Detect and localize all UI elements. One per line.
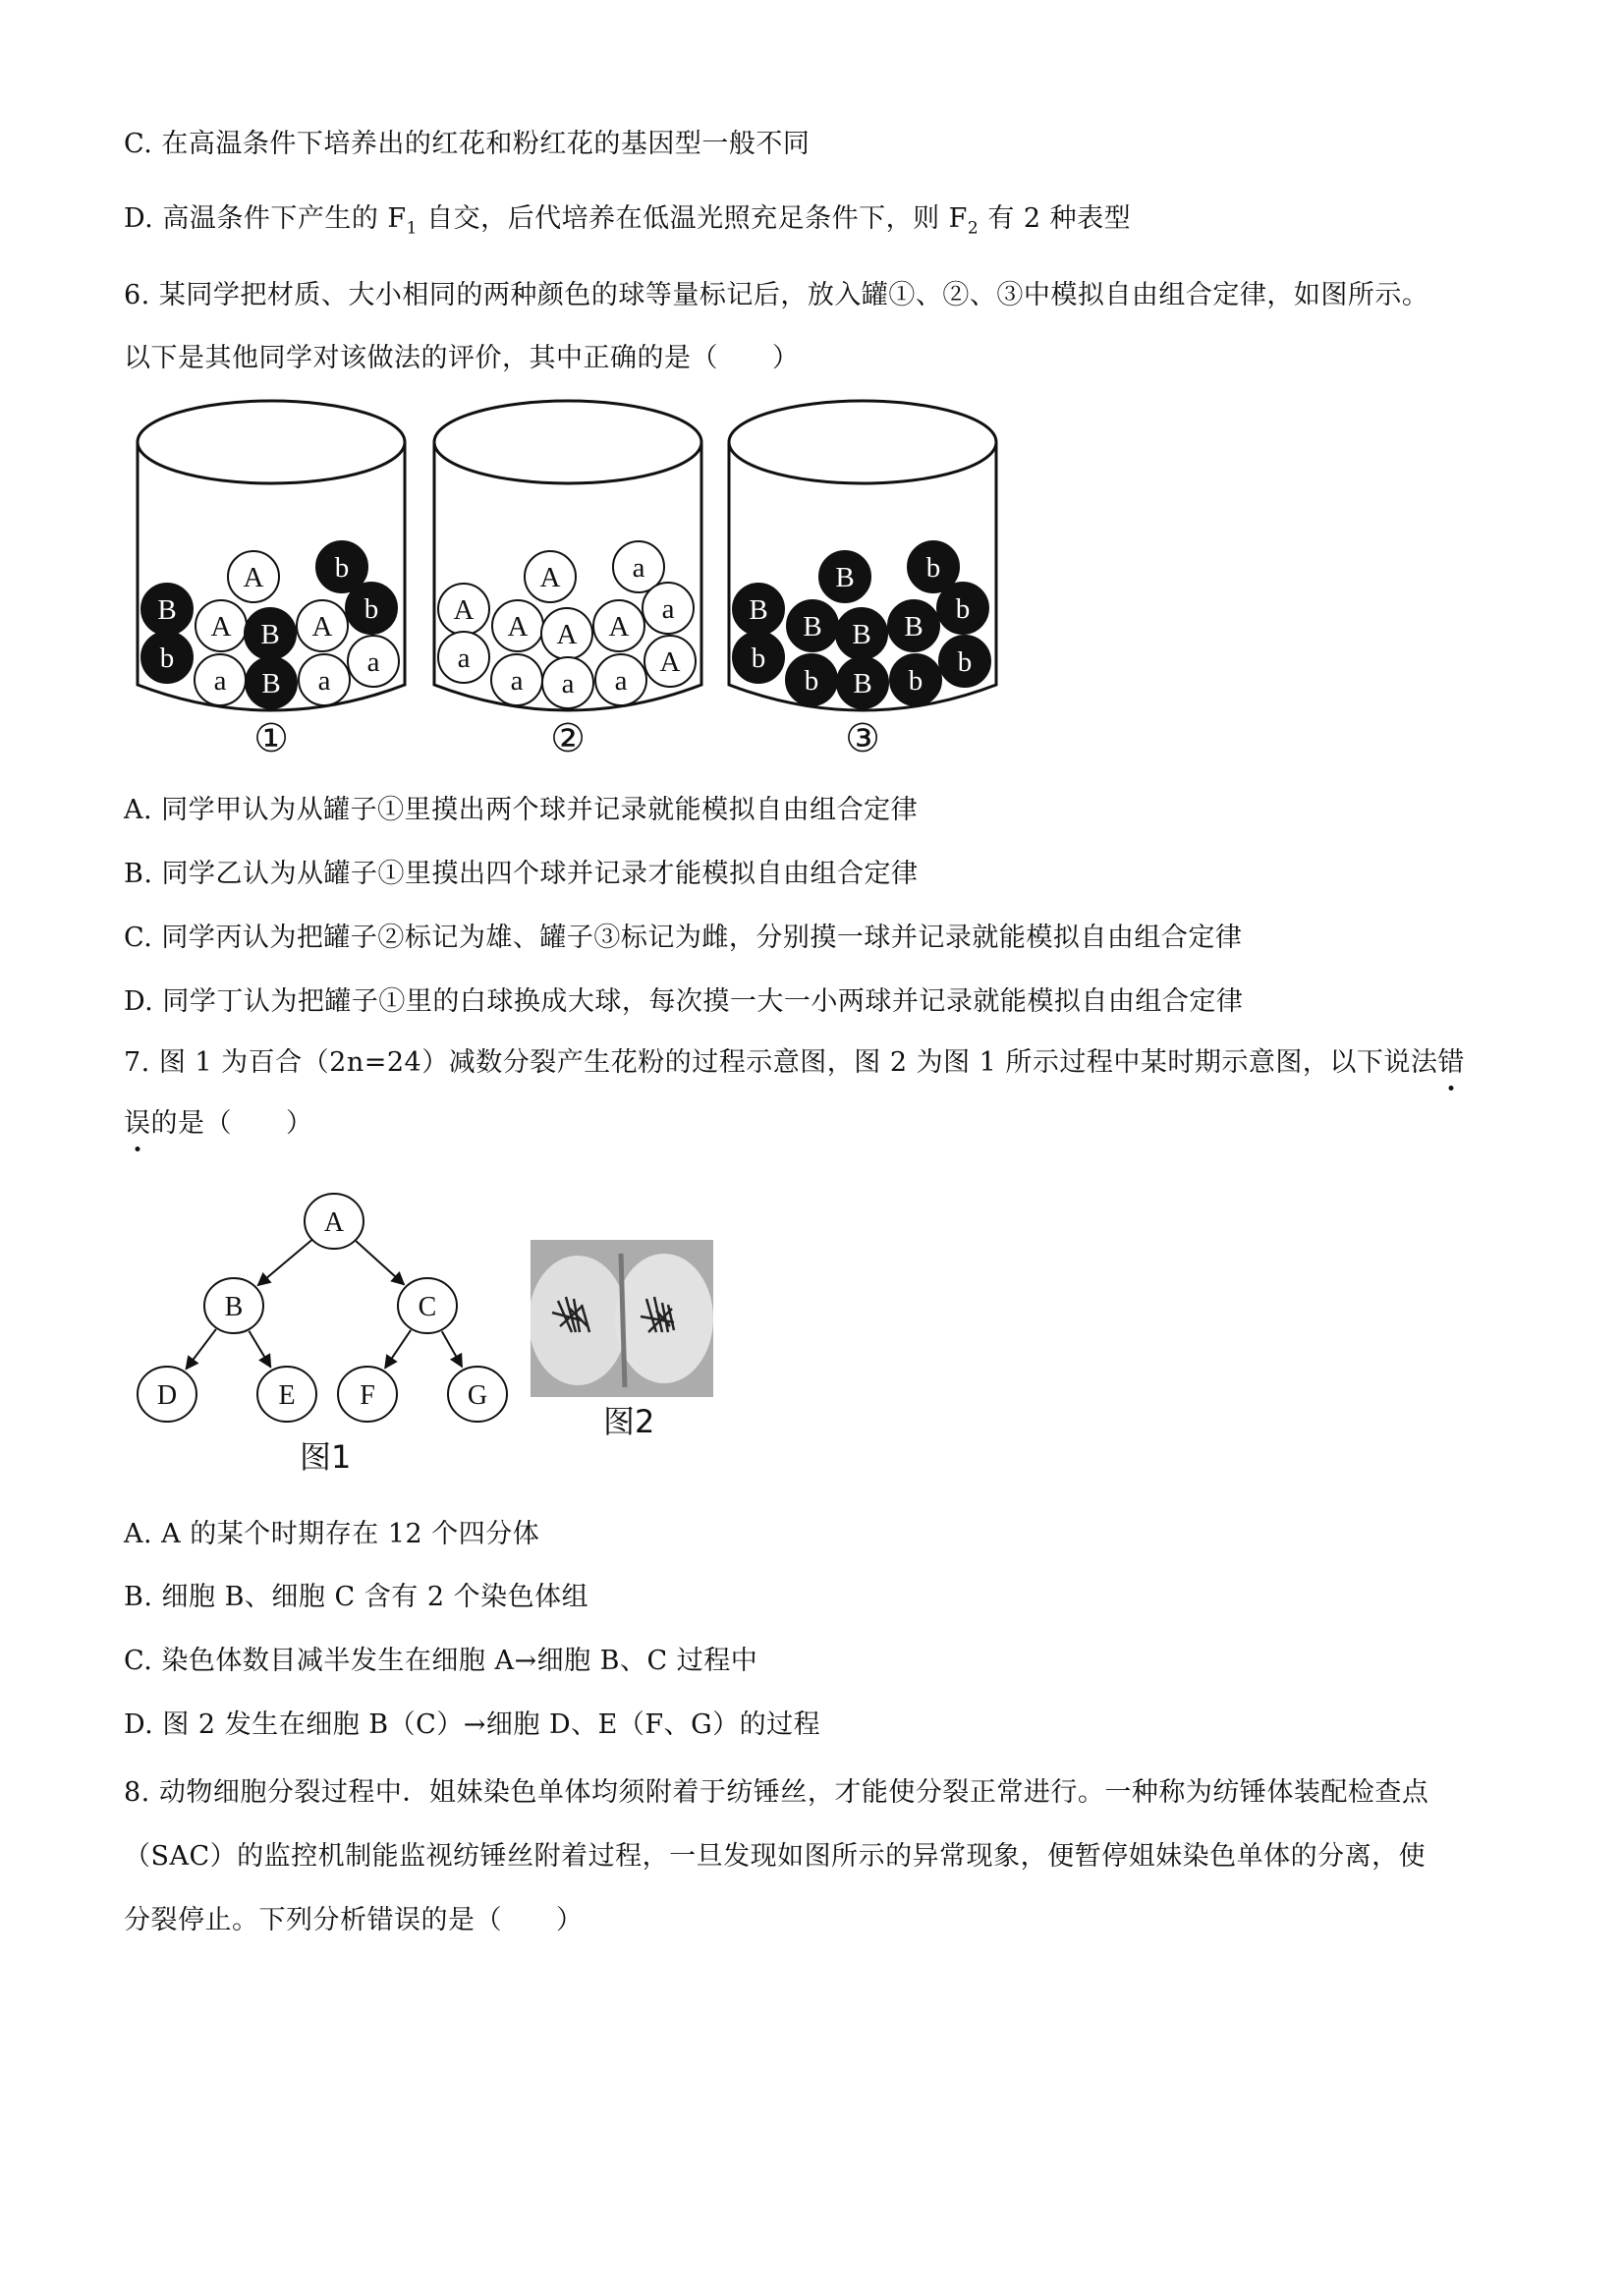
- black-ball: [836, 608, 887, 659]
- ball-label: a: [661, 593, 675, 625]
- ball-label: B: [749, 594, 768, 626]
- svg-text:C: C: [418, 1292, 437, 1322]
- jar-rim: [138, 401, 405, 483]
- ball-label: A: [243, 562, 264, 593]
- white-ball: [541, 608, 592, 659]
- ball-label: A: [507, 611, 529, 643]
- ball-label: A: [539, 562, 561, 593]
- ball-label: b: [957, 646, 973, 678]
- jar-2: [434, 401, 701, 760]
- tree-node-b: [204, 1278, 263, 1333]
- ball-label: a: [457, 643, 471, 674]
- black-ball: [245, 608, 296, 659]
- black-ball: [937, 583, 988, 634]
- q7-option-b: B. 细胞 B、细胞 C 含有 2 个染色体组: [124, 1582, 589, 1612]
- ball-label: A: [659, 646, 681, 678]
- ball-label: a: [561, 668, 575, 700]
- white-ball: [297, 600, 348, 651]
- black-ball: [141, 584, 193, 635]
- emphasis-dot-char: 错: [1437, 1043, 1465, 1083]
- q8-stem-line1: 8. 动物细胞分裂过程中．姐妹染色单体均须附着于纺锤丝，才能使分裂正常进行。一种称为纺锤体装配检查点: [124, 1777, 1429, 1808]
- fig1-caption: 图1: [300, 1438, 352, 1476]
- ball-label: A: [608, 611, 630, 643]
- white-ball: [593, 600, 644, 651]
- white-ball: [195, 654, 246, 705]
- ball-label: B: [261, 668, 281, 700]
- jar-label: ①: [253, 716, 289, 760]
- ball-label: A: [453, 594, 475, 626]
- q6-option-a: A. 同学甲认为从罐子①里摸出两个球并记录就能模拟自由组合定律: [124, 795, 919, 825]
- ball-label: B: [853, 668, 872, 700]
- q6-option-d: D. 同学丁认为把罐子①里的白球换成大球，每次摸一大一小两球并记录就能模拟自由组合定律: [124, 986, 1244, 1017]
- white-ball: [299, 654, 350, 705]
- q6-stem-line2: 以下是其他同学对该做法的评价，其中正确的是（ ）: [124, 343, 800, 373]
- tree-node-f: [338, 1367, 397, 1422]
- tree-arrow: [249, 1331, 270, 1368]
- ball-label: a: [317, 665, 331, 697]
- jar-3: [729, 401, 996, 760]
- black-ball: [141, 632, 193, 683]
- ball-label: B: [904, 611, 923, 643]
- svg-text:A: A: [323, 1207, 345, 1238]
- svg-text:D: D: [156, 1380, 178, 1411]
- tree-node-c: [398, 1278, 457, 1333]
- white-ball: [643, 583, 694, 634]
- ball-label: b: [159, 643, 175, 674]
- svg-text:G: G: [467, 1380, 488, 1411]
- q6-option-b: B. 同学乙认为从罐子①里摸出四个球并记录才能模拟自由组合定律: [124, 859, 919, 889]
- q7-option-d: D. 图 2 发生在细胞 B（C）→细胞 D、E（F、G）的过程: [124, 1709, 821, 1740]
- fig2-caption: 图2: [603, 1403, 655, 1440]
- q6-option-c: C. 同学丙认为把罐子②标记为雄、罐子③标记为雌，分别摸一球并记录就能模拟自由组合定律: [124, 923, 1243, 953]
- tree-arrow: [257, 1240, 311, 1285]
- black-ball: [890, 654, 941, 705]
- ball-label: a: [614, 665, 628, 697]
- tree-arrow: [385, 1330, 411, 1369]
- q7-stem-line1: 7. 图 1 为百合（2n=24）减数分裂产生花粉的过程示意图，图 2 为图 1 所示过程中某时期示意图，以下说法错: [124, 1043, 1465, 1083]
- jar-1: [138, 401, 405, 760]
- q6-jars-figure: [118, 398, 1022, 771]
- ball-label: B: [260, 619, 280, 650]
- jar-label: ③: [845, 716, 880, 760]
- white-ball: [525, 551, 576, 602]
- ball-label: b: [908, 665, 923, 697]
- svg-text:E: E: [278, 1380, 296, 1411]
- white-ball: [228, 551, 279, 602]
- q6-stem-line1: 6. 某同学把材质、大小相同的两种颜色的球等量标记后，放入罐①、②、③中模拟自由组合定律，如图所示。: [124, 280, 1429, 310]
- tree-node-g: [448, 1367, 507, 1422]
- ball-label: B: [852, 619, 871, 650]
- q5-option-d: D. 高温条件下产生的 $F_1$ 自交，后代培养在低温光照充足条件下，则 $F_2$ 有 2 种表型: [124, 203, 1132, 239]
- ball-label: b: [334, 552, 350, 584]
- white-ball: [438, 632, 489, 683]
- ball-label: a: [366, 646, 380, 678]
- black-ball: [888, 600, 939, 651]
- tree-node-e: [257, 1367, 316, 1422]
- q8-stem-line3: 分裂停止。下列分析错误的是（ ）: [124, 1905, 584, 1935]
- svg-text:B: B: [224, 1292, 244, 1322]
- white-ball: [348, 636, 399, 687]
- ball-label: B: [803, 611, 822, 643]
- white-ball: [492, 600, 543, 651]
- black-ball: [837, 657, 888, 708]
- black-ball: [346, 583, 397, 634]
- tree-node-a: [305, 1194, 364, 1249]
- ball-label: a: [510, 665, 524, 697]
- white-ball: [438, 584, 489, 635]
- q5-option-c: C. 在高温条件下培养出的红花和粉红花的基因型一般不同: [124, 129, 811, 159]
- ball-label: A: [556, 619, 578, 650]
- jar-label: ②: [550, 716, 586, 760]
- black-ball: [733, 584, 784, 635]
- ball-label: a: [632, 552, 645, 584]
- tree-arrow: [442, 1331, 462, 1367]
- q8-stem-line2: （SAC）的监控机制能监视纺锤丝附着过程，一旦发现如图所示的异常现象，便暂停姐妹染色单体的分离，使: [124, 1841, 1427, 1872]
- q7-stem-line2: 误的是（ ）: [124, 1104, 313, 1144]
- q7-fig2-micrograph: [531, 1240, 713, 1397]
- q7-option-c: C. 染色体数目减半发生在细胞 A→细胞 B、C 过程中: [124, 1646, 758, 1676]
- emphasis-dot-char: 误: [124, 1104, 151, 1144]
- ball-label: B: [835, 562, 855, 593]
- white-ball: [542, 657, 593, 708]
- ball-label: b: [364, 593, 379, 625]
- q7-option-a: A. A 的某个时期存在 12 个四分体: [124, 1519, 540, 1549]
- white-ball: [595, 654, 646, 705]
- white-ball: [644, 636, 696, 687]
- ball-label: b: [925, 552, 941, 584]
- tree-arrow: [186, 1329, 216, 1370]
- ball-label: b: [804, 665, 819, 697]
- jar-rim: [434, 401, 701, 483]
- ball-label: b: [955, 593, 971, 625]
- ball-label: A: [210, 611, 232, 643]
- jar-rim: [729, 401, 996, 483]
- black-ball: [786, 654, 837, 705]
- ball-label: b: [751, 643, 766, 674]
- black-ball: [787, 600, 838, 651]
- ball-label: A: [311, 611, 333, 643]
- white-ball: [491, 654, 542, 705]
- black-ball: [939, 636, 990, 687]
- black-ball: [733, 632, 784, 683]
- white-ball: [196, 600, 247, 651]
- black-ball: [819, 551, 870, 602]
- tree-arrow: [356, 1241, 404, 1284]
- black-ball: [246, 657, 297, 708]
- svg-text:F: F: [360, 1380, 375, 1411]
- tree-node-d: [138, 1367, 196, 1422]
- q7-fig1-tree-diagram: [128, 1184, 521, 1449]
- ball-label: a: [213, 665, 227, 697]
- ball-label: B: [157, 594, 177, 626]
